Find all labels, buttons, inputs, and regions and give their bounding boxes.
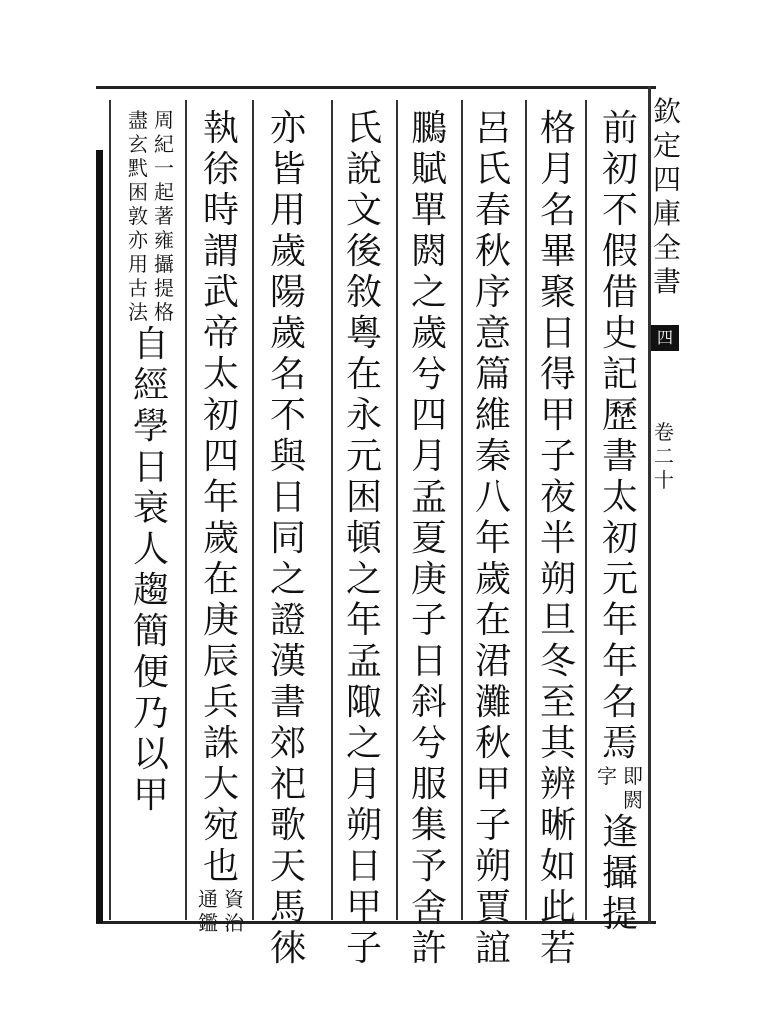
text-char: 得 — [539, 354, 576, 395]
text-char: 年 — [601, 641, 638, 682]
margin-char: 全 — [652, 231, 681, 264]
text-char: 年 — [601, 600, 638, 641]
text-char: 篇 — [474, 354, 511, 395]
text-char: 辨 — [539, 764, 576, 805]
text-char: 敘 — [345, 272, 382, 313]
text-char: 經 — [132, 365, 169, 406]
text-char: 漢 — [269, 641, 306, 682]
text-char: 不 — [601, 190, 638, 231]
text-char: 歲 — [410, 313, 447, 354]
text-char: 之 — [345, 559, 382, 600]
left-border-bar — [96, 150, 103, 923]
note-char: 即 — [623, 764, 643, 788]
column-rule — [585, 100, 587, 920]
text-char: 子 — [539, 436, 576, 477]
text-char: 粵 — [345, 313, 382, 354]
text-char: 孟 — [410, 477, 447, 518]
text-char: 舍 — [410, 887, 447, 928]
text-column-2 — [533, 108, 583, 969]
margin-header — [652, 95, 682, 299]
column-rule — [331, 100, 333, 920]
text-char: 若 — [539, 928, 576, 969]
note-char: 一 — [154, 156, 174, 180]
text-char: 春 — [474, 190, 511, 231]
text-char: 頓 — [345, 518, 382, 559]
text-char: 年 — [474, 518, 511, 559]
note-char: 紀 — [154, 132, 174, 156]
text-char: 兮 — [410, 723, 447, 764]
text-char: 甲 — [539, 395, 576, 436]
text-column-8 — [126, 108, 176, 816]
text-char: 序 — [474, 272, 511, 313]
text-char: 月 — [345, 764, 382, 805]
note-char: 法 — [128, 300, 148, 324]
text-char: 朔 — [345, 805, 382, 846]
note-char: 困 — [128, 180, 148, 204]
text-char: 至 — [539, 682, 576, 723]
right-border-rule — [648, 86, 651, 924]
text-char: 八 — [474, 477, 511, 518]
text-char: 斜 — [410, 682, 447, 723]
text-char: 兮 — [410, 354, 447, 395]
text-char: 元 — [345, 436, 382, 477]
text-char: 年 — [202, 477, 239, 518]
text-char: 涒 — [474, 641, 511, 682]
text-char: 單 — [410, 190, 447, 231]
text-char: 月 — [410, 436, 447, 477]
text-char: 執 — [202, 108, 239, 149]
margin-char: 定 — [652, 129, 681, 162]
text-char: 秋 — [474, 231, 511, 272]
text-char: 秋 — [474, 723, 511, 764]
text-char: 夜 — [539, 477, 576, 518]
text-char: 聚 — [539, 272, 576, 313]
text-char: 初 — [202, 395, 239, 436]
text-char: 太 — [601, 477, 638, 518]
text-char: 在 — [202, 559, 239, 600]
text-char: 子 — [474, 805, 511, 846]
note-char: 古 — [128, 276, 148, 300]
text-char: 在 — [474, 600, 511, 641]
text-char: 朔 — [474, 846, 511, 887]
note-char: 資 — [224, 887, 244, 911]
text-char: 前 — [601, 108, 638, 149]
note-char: 玄 — [128, 132, 148, 156]
text-char: 晰 — [539, 805, 576, 846]
text-char: 歲 — [269, 231, 306, 272]
text-char: 用 — [269, 190, 306, 231]
text-char: 在 — [345, 354, 382, 395]
text-char: 同 — [269, 518, 306, 559]
text-char: 趨 — [132, 570, 169, 611]
text-char: 孟 — [345, 641, 382, 682]
text-char: 旦 — [539, 600, 576, 641]
margin-char: 庫 — [652, 197, 681, 230]
text-column-1 — [595, 108, 645, 935]
text-char: 四 — [202, 436, 239, 477]
text-column-3 — [468, 108, 518, 969]
text-char: 之 — [410, 272, 447, 313]
text-char: 賦 — [410, 149, 447, 190]
top-border-rule — [96, 86, 656, 89]
text-char: 呂 — [474, 108, 511, 149]
text-char: 永 — [345, 395, 382, 436]
text-char: 之 — [345, 723, 382, 764]
text-char: 畢 — [539, 231, 576, 272]
note-char: 格 — [154, 300, 174, 324]
annotation-note — [196, 887, 246, 935]
text-char: 意 — [474, 313, 511, 354]
note-char: 雍 — [154, 228, 174, 252]
text-char: 庚 — [202, 600, 239, 641]
column-rule — [525, 100, 527, 920]
text-char: 後 — [345, 231, 382, 272]
text-char: 祀 — [269, 764, 306, 805]
text-char: 史 — [601, 313, 638, 354]
text-char: 甲 — [132, 775, 169, 816]
text-char: 攝 — [601, 853, 638, 894]
text-char: 之 — [269, 559, 306, 600]
text-char: 初 — [601, 518, 638, 559]
text-char: 衰 — [132, 488, 169, 529]
text-char: 日 — [345, 846, 382, 887]
annotation-note — [595, 764, 645, 812]
column-rule — [109, 100, 111, 920]
text-char: 日 — [410, 641, 447, 682]
text-char: 皆 — [269, 149, 306, 190]
note-char: 鑑 — [198, 911, 218, 935]
text-char: 歷 — [601, 395, 638, 436]
text-char: 自 — [132, 324, 169, 365]
text-char: 氏 — [474, 149, 511, 190]
note-char: 黓 — [128, 156, 148, 180]
text-char: 初 — [601, 149, 638, 190]
text-char: 許 — [410, 928, 447, 969]
text-char: 不 — [269, 395, 306, 436]
note-char: 盡 — [128, 108, 148, 132]
margin-char: 書 — [652, 265, 681, 298]
text-char: 歌 — [269, 805, 306, 846]
text-char: 便 — [132, 652, 169, 693]
text-char: 徠 — [269, 928, 306, 969]
text-char: 秦 — [474, 436, 511, 477]
text-char: 以 — [132, 734, 169, 775]
text-char: 文 — [345, 190, 382, 231]
text-char: 氏 — [345, 108, 382, 149]
text-char: 名 — [601, 682, 638, 723]
text-char: 歲 — [202, 518, 239, 559]
text-char: 甲 — [474, 764, 511, 805]
text-char: 說 — [345, 149, 382, 190]
text-char: 辰 — [202, 641, 239, 682]
text-char: 歲 — [269, 313, 306, 354]
note-char: 攝 — [154, 252, 174, 276]
note-char: 通 — [198, 887, 218, 911]
text-char: 服 — [410, 764, 447, 805]
column-rule — [396, 100, 398, 920]
text-char: 灘 — [474, 682, 511, 723]
text-char: 提 — [601, 894, 638, 935]
text-char: 如 — [539, 846, 576, 887]
note-char: 提 — [154, 276, 174, 300]
note-char: 敦 — [128, 204, 148, 228]
note-char: 治 — [224, 911, 244, 935]
text-char: 與 — [269, 436, 306, 477]
text-char: 誼 — [474, 928, 511, 969]
text-char: 書 — [269, 682, 306, 723]
text-char: 徐 — [202, 149, 239, 190]
note-char: 起 — [154, 180, 174, 204]
text-char: 半 — [539, 518, 576, 559]
juan-label — [654, 420, 674, 492]
text-char: 鵩 — [410, 108, 447, 149]
text-char: 元 — [601, 559, 638, 600]
text-char: 謂 — [202, 231, 239, 272]
note-char: 著 — [154, 204, 174, 228]
text-char: 陬 — [345, 682, 382, 723]
text-char: 天 — [269, 846, 306, 887]
text-char: 亦 — [269, 108, 306, 149]
text-char: 月 — [539, 149, 576, 190]
text-char: 武 — [202, 272, 239, 313]
text-char: 宛 — [202, 805, 239, 846]
text-char: 大 — [202, 764, 239, 805]
text-char: 冬 — [539, 641, 576, 682]
text-char: 馬 — [269, 887, 306, 928]
text-char: 時 — [202, 190, 239, 231]
note-char: 閼 — [623, 788, 643, 812]
text-char: 歲 — [474, 559, 511, 600]
text-column-5 — [339, 108, 389, 969]
note-char: 用 — [128, 252, 148, 276]
note-char: 周 — [154, 108, 174, 132]
juan-char: 卷 — [654, 420, 674, 444]
column-rule — [252, 100, 254, 920]
text-char: 證 — [269, 600, 306, 641]
text-char: 予 — [410, 846, 447, 887]
annotation-note — [126, 108, 176, 324]
text-char: 逢 — [601, 812, 638, 853]
text-char: 庚 — [410, 559, 447, 600]
text-char: 陽 — [269, 272, 306, 313]
text-char: 困 — [345, 477, 382, 518]
text-char: 年 — [345, 600, 382, 641]
text-char: 乃 — [132, 693, 169, 734]
text-char: 書 — [601, 436, 638, 477]
text-char: 子 — [345, 928, 382, 969]
text-char: 名 — [269, 354, 306, 395]
text-char: 記 — [601, 354, 638, 395]
text-char: 太 — [202, 354, 239, 395]
juan-char: 二 — [654, 444, 674, 468]
text-char: 帝 — [202, 313, 239, 354]
text-char: 也 — [202, 846, 239, 887]
text-char: 焉 — [601, 723, 638, 764]
text-char: 此 — [539, 887, 576, 928]
text-column-6 — [263, 108, 313, 969]
text-column-4 — [404, 108, 454, 969]
text-char: 簡 — [132, 611, 169, 652]
text-char: 朔 — [539, 559, 576, 600]
text-char: 閼 — [410, 231, 447, 272]
note-char: 字 — [597, 764, 617, 788]
margin-char: 四 — [652, 163, 681, 196]
text-char: 借 — [601, 272, 638, 313]
text-char: 維 — [474, 395, 511, 436]
margin-box-label: 四 — [651, 325, 679, 351]
text-char: 甲 — [345, 887, 382, 928]
column-rule — [461, 100, 463, 920]
text-char: 子 — [410, 600, 447, 641]
text-char: 賈 — [474, 887, 511, 928]
text-char: 人 — [132, 529, 169, 570]
juan-char: 十 — [654, 468, 674, 492]
text-column-7 — [196, 108, 246, 935]
text-char: 名 — [539, 190, 576, 231]
text-char: 學 — [132, 406, 169, 447]
text-char: 四 — [410, 395, 447, 436]
text-char: 郊 — [269, 723, 306, 764]
text-char: 夏 — [410, 518, 447, 559]
text-char: 其 — [539, 723, 576, 764]
note-char: 亦 — [128, 228, 148, 252]
text-char: 兵 — [202, 682, 239, 723]
text-char: 誅 — [202, 723, 239, 764]
text-char: 日 — [132, 447, 169, 488]
column-rule — [185, 100, 187, 920]
text-char: 集 — [410, 805, 447, 846]
text-char: 格 — [539, 108, 576, 149]
text-char: 日 — [539, 313, 576, 354]
text-char: 日 — [269, 477, 306, 518]
text-char: 假 — [601, 231, 638, 272]
margin-char: 欽 — [652, 95, 681, 128]
